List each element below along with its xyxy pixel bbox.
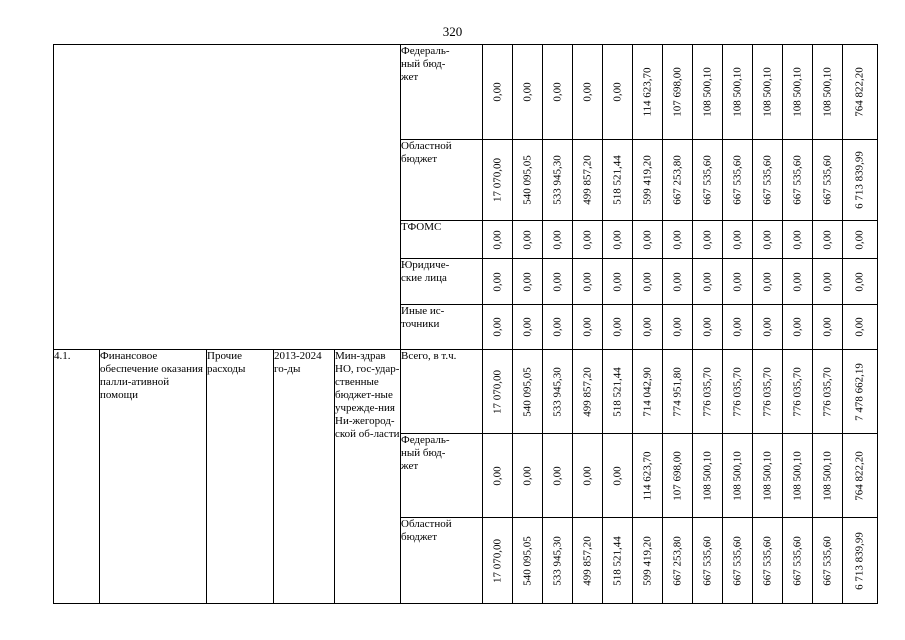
value-text: 0,00: [521, 229, 533, 250]
value-text: 0,00: [551, 465, 563, 486]
value-text: 0,00: [581, 229, 593, 250]
value-cell: [663, 305, 693, 350]
value-text: 0,00: [521, 465, 533, 486]
value-text: 0,00: [491, 82, 503, 102]
value-cell: [573, 518, 603, 604]
value-cell: [543, 259, 573, 305]
value-cell: [663, 434, 693, 518]
value-cell: [573, 221, 603, 259]
value-cell: [753, 259, 783, 305]
value-text: 599 419,20: [641, 535, 653, 586]
value-cell: [813, 140, 843, 221]
value-text: 0,00: [853, 229, 866, 250]
value-text: 667 535,60: [821, 155, 833, 205]
value-cell: [843, 350, 878, 434]
value-cell: [723, 518, 753, 604]
value-cell: [693, 259, 723, 305]
value-cell: [573, 305, 603, 350]
budget-table: [53, 44, 878, 604]
value-text: 0,00: [701, 317, 713, 337]
value-text: 0,00: [641, 317, 653, 337]
value-text: 667 535,60: [821, 535, 833, 586]
source-label: Всего, в т.ч.: [401, 350, 483, 434]
value-text: 0,00: [731, 229, 743, 250]
value-cell: [603, 140, 633, 221]
value-text: 667 535,60: [731, 535, 743, 586]
value-cell: [693, 518, 723, 604]
value-cell: [573, 140, 603, 221]
value-text: 0,00: [791, 271, 803, 292]
value-cell: [603, 350, 633, 434]
value-text: 776 035,70: [761, 366, 773, 417]
expense-type: Прочие расходы: [207, 350, 274, 604]
value-cell: [843, 518, 878, 604]
value-text: 667 253,80: [671, 535, 683, 586]
value-text: 0,00: [821, 229, 833, 250]
value-text: 0,00: [821, 317, 833, 337]
value-text: 667 535,60: [731, 155, 743, 205]
value-cell: [543, 305, 573, 350]
value-text: 0,00: [611, 229, 623, 250]
value-text: 108 500,10: [731, 450, 743, 501]
value-text: 0,00: [701, 271, 713, 292]
value-text: 0,00: [611, 82, 623, 102]
value-text: 0,00: [761, 317, 773, 337]
value-cell: [753, 140, 783, 221]
value-cell: [693, 221, 723, 259]
value-text: 0,00: [641, 271, 653, 292]
value-text: 667 535,60: [701, 155, 713, 205]
value-cell: [513, 434, 543, 518]
value-text: 499 857,20: [581, 535, 593, 586]
value-cell: [843, 434, 878, 518]
value-cell: [543, 350, 573, 434]
value-cell: [603, 45, 633, 140]
source-label: Федераль- ный бюд- жет: [401, 434, 483, 518]
value-text: 0,00: [521, 82, 533, 102]
value-text: 114 623,70: [641, 450, 653, 501]
page-number: 320: [442, 24, 463, 39]
value-cell: [663, 140, 693, 221]
value-cell: [513, 221, 543, 259]
item-number: 4.1.: [54, 350, 100, 604]
value-cell: [483, 518, 513, 604]
value-cell: [513, 518, 543, 604]
value-cell: [753, 221, 783, 259]
value-text: 540 095,05: [521, 535, 533, 586]
value-text: 0,00: [791, 317, 803, 337]
value-text: 518 521,44: [611, 155, 623, 205]
value-text: 0,00: [491, 271, 503, 292]
value-cell: [693, 350, 723, 434]
value-cell: [483, 305, 513, 350]
value-cell: [603, 434, 633, 518]
value-text: 108 500,10: [761, 450, 773, 501]
value-cell: [783, 221, 813, 259]
value-cell: [843, 305, 878, 350]
value-cell: [633, 518, 663, 604]
value-text: 107 698,00: [671, 67, 683, 117]
value-cell: [633, 350, 663, 434]
value-text: 774 951,80: [671, 366, 683, 417]
value-text: 667 253,80: [671, 155, 683, 205]
value-text: 0,00: [731, 271, 743, 292]
value-cell: [753, 434, 783, 518]
value-cell: [813, 45, 843, 140]
value-text: 0,00: [761, 229, 773, 250]
value-cell: [693, 434, 723, 518]
value-text: 7 478 662,19: [853, 362, 866, 421]
value-cell: [633, 140, 663, 221]
value-cell: [633, 259, 663, 305]
value-cell: [843, 221, 878, 259]
value-cell: [783, 305, 813, 350]
value-text: 0,00: [521, 271, 533, 292]
source-label: Областной бюджет: [401, 518, 483, 604]
value-text: 714 042,90: [641, 366, 653, 417]
value-cell: [843, 140, 878, 221]
value-cell: [543, 45, 573, 140]
source-label: Юридиче- ские лица: [401, 259, 483, 305]
value-text: 776 035,70: [821, 366, 833, 417]
value-cell: [693, 305, 723, 350]
value-text: 667 535,60: [761, 535, 773, 586]
value-cell: [723, 221, 753, 259]
value-cell: [513, 140, 543, 221]
value-cell: [813, 350, 843, 434]
value-text: 0,00: [731, 317, 743, 337]
value-cell: [573, 350, 603, 434]
value-text: 0,00: [641, 229, 653, 250]
value-cell: [723, 259, 753, 305]
value-text: 0,00: [551, 271, 563, 292]
value-cell: [693, 45, 723, 140]
value-text: 0,00: [611, 465, 623, 486]
value-text: 0,00: [761, 271, 773, 292]
value-text: 533 945,30: [551, 535, 563, 586]
value-cell: [753, 45, 783, 140]
value-cell: [663, 45, 693, 140]
value-text: 0,00: [491, 465, 503, 486]
value-cell: [723, 434, 753, 518]
value-text: 0,00: [521, 317, 533, 337]
value-text: 0,00: [791, 229, 803, 250]
value-cell: [813, 518, 843, 604]
value-text: 6 713 839,99: [853, 531, 866, 590]
value-text: 108 500,10: [821, 67, 833, 117]
source-label: Областной бюджет: [401, 140, 483, 221]
value-text: 667 535,60: [791, 535, 803, 586]
value-text: 0,00: [611, 271, 623, 292]
value-cell: [483, 140, 513, 221]
value-cell: [783, 518, 813, 604]
value-cell: [663, 518, 693, 604]
value-cell: [573, 434, 603, 518]
value-cell: [723, 305, 753, 350]
value-text: 776 035,70: [731, 366, 743, 417]
value-text: 0,00: [853, 317, 866, 337]
value-text: 108 500,10: [701, 450, 713, 501]
value-text: 114 623,70: [641, 67, 653, 117]
period: 2013-2024 го-ды: [274, 350, 335, 604]
value-cell: [483, 221, 513, 259]
value-cell: [513, 305, 543, 350]
value-text: 0,00: [581, 271, 593, 292]
value-cell: [753, 350, 783, 434]
value-text: 0,00: [821, 271, 833, 292]
value-cell: [543, 140, 573, 221]
value-text: 599 419,20: [641, 155, 653, 205]
value-cell: [543, 518, 573, 604]
value-text: 776 035,70: [791, 366, 803, 417]
value-cell: [543, 434, 573, 518]
value-text: 540 095,05: [521, 155, 533, 205]
value-cell: [783, 259, 813, 305]
value-cell: [753, 518, 783, 604]
value-text: 0,00: [581, 82, 593, 102]
value-cell: [603, 305, 633, 350]
value-text: 667 535,60: [761, 155, 773, 205]
value-text: 108 500,10: [821, 450, 833, 501]
value-text: 0,00: [671, 271, 683, 292]
value-cell: [633, 45, 663, 140]
value-text: 764 822,20: [853, 450, 866, 501]
source-label: ТФОМС: [401, 221, 483, 259]
value-text: 0,00: [551, 229, 563, 250]
value-cell: [783, 350, 813, 434]
value-cell: [633, 305, 663, 350]
value-text: 108 500,10: [791, 450, 803, 501]
value-cell: [783, 434, 813, 518]
value-cell: [843, 259, 878, 305]
value-cell: [843, 45, 878, 140]
empty-merged-cell: [54, 45, 401, 350]
value-text: 533 945,30: [551, 366, 563, 417]
value-text: 0,00: [611, 317, 623, 337]
value-cell: [543, 221, 573, 259]
value-cell: [633, 221, 663, 259]
value-cell: [483, 350, 513, 434]
value-text: 499 857,20: [581, 366, 593, 417]
value-text: 107 698,00: [671, 450, 683, 501]
value-cell: [813, 259, 843, 305]
value-cell: [603, 221, 633, 259]
value-cell: [723, 140, 753, 221]
value-cell: [513, 259, 543, 305]
value-text: 6 713 839,99: [853, 151, 866, 209]
table-row: [54, 350, 878, 434]
value-cell: [573, 45, 603, 140]
value-cell: [813, 221, 843, 259]
value-text: 518 521,44: [611, 366, 623, 417]
value-cell: [813, 434, 843, 518]
item-name: Финансовое обеспечение оказания палли-ативной помощи: [100, 350, 207, 604]
value-cell: [483, 45, 513, 140]
value-cell: [813, 305, 843, 350]
value-text: 0,00: [581, 317, 593, 337]
value-text: 533 945,30: [551, 155, 563, 205]
value-cell: [663, 350, 693, 434]
value-text: 108 500,10: [791, 67, 803, 117]
value-cell: [663, 259, 693, 305]
value-cell: [723, 45, 753, 140]
value-cell: [513, 45, 543, 140]
value-cell: [603, 518, 633, 604]
value-text: 0,00: [491, 317, 503, 337]
executor: Мин-здрав НО, гос-удар-ственные бюджет-ные учрежде-ния Ни-жегород-ской об-ласти: [335, 350, 401, 604]
value-cell: [783, 45, 813, 140]
value-text: 108 500,10: [701, 67, 713, 117]
value-cell: [513, 350, 543, 434]
value-text: 0,00: [581, 465, 593, 486]
value-text: 518 521,44: [611, 535, 623, 586]
value-text: 776 035,70: [701, 366, 713, 417]
value-text: 0,00: [551, 317, 563, 337]
value-cell: [663, 221, 693, 259]
value-text: 0,00: [701, 229, 713, 250]
value-cell: [753, 305, 783, 350]
value-cell: [573, 259, 603, 305]
value-cell: [603, 259, 633, 305]
value-cell: [483, 259, 513, 305]
value-text: 108 500,10: [761, 67, 773, 117]
value-text: 499 857,20: [581, 155, 593, 205]
value-text: 764 822,20: [853, 67, 866, 117]
value-text: 17 070,00: [491, 369, 503, 414]
value-cell: [633, 434, 663, 518]
value-text: 0,00: [853, 271, 866, 292]
value-text: 17 070,00: [491, 158, 503, 202]
value-text: 108 500,10: [731, 67, 743, 117]
source-label: Федераль- ный бюд- жет: [401, 45, 483, 140]
value-text: 0,00: [671, 229, 683, 250]
value-cell: [693, 140, 723, 221]
table-row: [54, 45, 878, 140]
value-cell: [783, 140, 813, 221]
value-cell: [483, 434, 513, 518]
value-text: 540 095,05: [521, 366, 533, 417]
value-text: 17 070,00: [491, 538, 503, 583]
value-text: 667 535,60: [791, 155, 803, 205]
value-text: 667 535,60: [701, 535, 713, 586]
value-cell: [723, 350, 753, 434]
value-text: 0,00: [491, 229, 503, 250]
value-text: 0,00: [671, 317, 683, 337]
value-text: 0,00: [551, 82, 563, 102]
source-label: Иные ис- точники: [401, 305, 483, 350]
